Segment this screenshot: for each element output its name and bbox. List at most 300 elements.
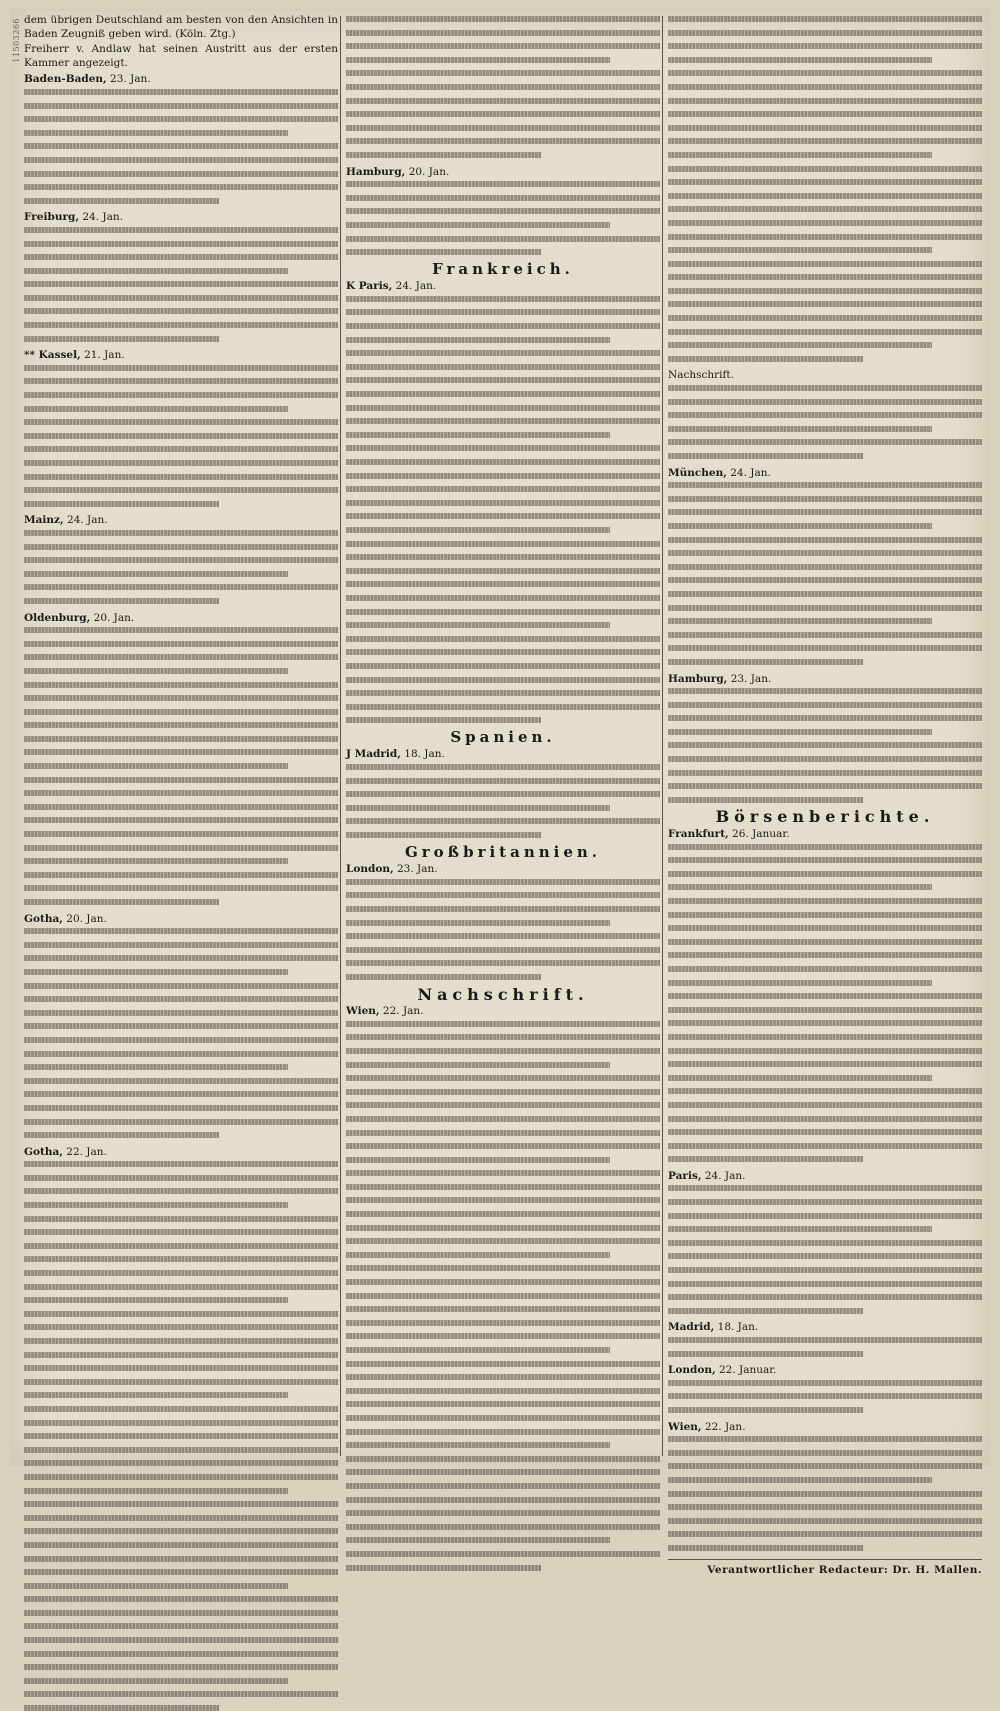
section-heading: Spanien. [450, 727, 556, 746]
text-line [668, 399, 982, 405]
text-line [346, 974, 541, 980]
text-line [24, 1338, 338, 1344]
text-line [668, 1308, 863, 1314]
text-line [346, 236, 660, 242]
text-line [346, 527, 610, 533]
text-line [668, 618, 932, 624]
text-line [668, 206, 982, 212]
text-line [668, 742, 982, 748]
text-line [346, 152, 541, 158]
text-line [668, 1545, 863, 1551]
text-lines [346, 296, 660, 723]
text-line [24, 365, 338, 371]
dateline-date: 23. Jan. [730, 672, 772, 685]
dispatch [668, 369, 982, 459]
dispatch [668, 467, 982, 665]
text-line [346, 111, 660, 117]
text-line [346, 350, 660, 356]
dispatch [668, 828, 982, 1162]
text-line [346, 1034, 660, 1040]
text-line [668, 1281, 982, 1287]
text-line [24, 1691, 338, 1697]
text-line [24, 1352, 338, 1358]
text-line [24, 241, 338, 247]
dateline-place: Freiburg, [24, 211, 79, 224]
dispatch [668, 1321, 982, 1356]
column-left [24, 14, 338, 1454]
text-line [24, 1406, 338, 1412]
text-line [346, 609, 660, 615]
text-line [346, 222, 610, 228]
dateline-place: Hamburg, [346, 165, 406, 178]
text-lines [346, 764, 660, 838]
text-paragraph [24, 14, 338, 41]
text-line [668, 884, 932, 890]
text-line [24, 1119, 338, 1125]
text-line [346, 1252, 610, 1258]
text-line [24, 157, 338, 163]
text-line [346, 16, 660, 22]
text-line [346, 1361, 660, 1367]
text-line [24, 268, 288, 274]
text-line [24, 584, 338, 590]
text-line [346, 1116, 660, 1122]
text-line [24, 336, 219, 342]
text-line [668, 426, 932, 432]
text-line [668, 152, 932, 158]
text-line [24, 1243, 338, 1249]
text-line [24, 996, 338, 1002]
column-right [668, 14, 982, 1576]
text-line [668, 797, 863, 803]
text-line [346, 30, 660, 36]
column-rule [662, 16, 663, 1456]
dispatch [346, 748, 660, 838]
text-line [24, 845, 338, 851]
text-line [346, 445, 660, 451]
text-line [346, 1197, 660, 1203]
text-line [668, 688, 982, 694]
text-lines [668, 1185, 982, 1313]
text-line [668, 496, 982, 502]
text-line [668, 591, 982, 597]
text-line [346, 1565, 541, 1571]
text-line [668, 1393, 982, 1399]
text-line [668, 1477, 932, 1483]
text-line [24, 831, 338, 837]
text-line [346, 1184, 660, 1190]
text-line [668, 1075, 932, 1081]
text-line [24, 322, 338, 328]
dateline-date: 18. Jan. [404, 748, 445, 761]
text-lines [668, 16, 982, 362]
text-line [346, 581, 660, 587]
editor-credit: Verantwortlicher Redacteur: Dr. H. Mallen. [668, 1559, 982, 1578]
text-line [668, 1116, 982, 1122]
text-line [24, 817, 338, 823]
text-line [668, 342, 932, 348]
paragraph-text: Freiherr v. Andlaw hat seinen Austritt aus der ersten Kammer angezeigt. [24, 43, 338, 69]
text-line [24, 116, 338, 122]
text-line [668, 57, 932, 63]
newspaper-page [10, 8, 990, 1576]
text-line [346, 125, 660, 131]
text-lines [668, 1436, 982, 1551]
text-line [346, 1279, 660, 1285]
text-line [24, 1175, 338, 1181]
text-line [24, 1637, 338, 1643]
text-line [346, 1143, 660, 1149]
dispatch [668, 673, 982, 803]
text-line [668, 138, 982, 144]
text-line [668, 925, 982, 931]
text-line [24, 1664, 338, 1670]
text-lines [668, 1337, 982, 1357]
dateline-place: Paris, [668, 1169, 702, 1182]
text-line [668, 1294, 982, 1300]
text-line [346, 459, 660, 465]
text-line [346, 377, 660, 383]
paragraph-text: dem übrigen Deutschland am besten von den Ansichten in Baden Zeugniß geben wird. (Köln. Ztg.) [24, 14, 338, 40]
text-line [24, 1023, 338, 1029]
text-lines [668, 844, 982, 1163]
text-line [24, 254, 338, 260]
text-line [24, 406, 288, 412]
dateline-date: 24. Jan. [67, 514, 108, 527]
text-line [668, 1102, 982, 1108]
text-line [24, 641, 338, 647]
dateline-date: 24. Jan. [704, 1169, 746, 1182]
text-line [668, 247, 932, 253]
text-line [24, 1132, 219, 1138]
text-line [346, 1415, 660, 1421]
dateline-place: K Paris, [346, 280, 393, 293]
text-line [24, 654, 338, 660]
text-line [24, 89, 338, 95]
text-line [346, 1388, 660, 1394]
text-line [668, 1199, 982, 1205]
text-line [668, 1351, 863, 1357]
dateline-date: 22. Januar. [719, 1364, 777, 1377]
text-line [668, 179, 982, 185]
text-line [24, 928, 338, 934]
text-line [346, 1537, 610, 1543]
text-line [24, 858, 288, 864]
text-line [346, 500, 660, 506]
text-line [668, 980, 932, 986]
text-line [346, 208, 660, 214]
text-line [668, 1518, 982, 1524]
text-line [24, 969, 288, 975]
dateline-date: 24. Jan. [730, 466, 771, 479]
dateline-place: Gotha, [24, 1145, 63, 1158]
text-line [346, 933, 660, 939]
text-line [24, 695, 338, 701]
text-line [24, 171, 338, 177]
text-line [346, 690, 660, 696]
text-line [668, 770, 982, 776]
text-line [346, 391, 660, 397]
text-line [24, 1392, 288, 1398]
text-line [668, 234, 982, 240]
text-line [24, 487, 338, 493]
dateline-place: ** Kassel, [24, 349, 81, 362]
text-line [346, 663, 660, 669]
dateline-date: 18. Jan. [717, 1321, 759, 1334]
text-line [346, 1469, 660, 1475]
text-line [668, 1436, 982, 1442]
text-line [24, 1623, 338, 1629]
text-line [346, 1089, 660, 1095]
text-line [24, 1161, 338, 1167]
dispatch [346, 280, 660, 723]
text-line [24, 1297, 288, 1303]
text-line [668, 1450, 982, 1456]
text-line [668, 1020, 982, 1026]
text-line [24, 763, 288, 769]
text-line [346, 1510, 660, 1516]
text-line [346, 764, 660, 770]
text-line [24, 1488, 288, 1494]
text-line [668, 356, 863, 362]
text-line [24, 571, 288, 577]
text-line [346, 1102, 660, 1108]
text-line [24, 1705, 219, 1711]
text-line [668, 1504, 982, 1510]
dateline-place: Madrid, [668, 1321, 715, 1334]
text-line [346, 364, 660, 370]
dateline-place: Mainz, [24, 514, 64, 527]
text-line [668, 783, 982, 789]
text-line [668, 1380, 982, 1386]
text-line [24, 501, 219, 507]
text-line [346, 892, 660, 898]
dateline-place: J Madrid, [346, 748, 401, 761]
text-line [346, 1442, 610, 1448]
text-line [668, 898, 982, 904]
text-lines [668, 385, 982, 459]
text-line [346, 1483, 660, 1489]
text-line [346, 778, 660, 784]
archive-shelfmark: 11503266 [12, 18, 21, 63]
text-line [346, 432, 610, 438]
text-line [346, 791, 660, 797]
text-line [668, 315, 982, 321]
dateline-date: 24. Jan. [82, 211, 123, 224]
text-line [346, 595, 660, 601]
text-line [346, 1293, 660, 1299]
text-line [668, 274, 982, 280]
dispatch [24, 913, 338, 1139]
text-line [24, 433, 338, 439]
text-line [346, 138, 660, 144]
text-lines [346, 16, 660, 158]
text-line [346, 1497, 660, 1503]
text-line [668, 1061, 982, 1067]
text-line [668, 482, 982, 488]
text-line [346, 337, 610, 343]
text-line [346, 1062, 610, 1068]
text-line [668, 43, 982, 49]
text-line [24, 1216, 338, 1222]
text-line [24, 1091, 338, 1097]
text-line [24, 460, 338, 466]
text-line [24, 1105, 338, 1111]
text-line [346, 677, 660, 683]
text-line [346, 1075, 660, 1081]
dispatch [346, 166, 660, 256]
text-line [668, 1185, 982, 1191]
text-lines [346, 181, 660, 255]
text-line [24, 1051, 338, 1057]
text-line [346, 1456, 660, 1462]
text-lines [24, 89, 338, 204]
text-line [24, 1270, 338, 1276]
text-paragraph [24, 43, 338, 70]
text-line [668, 912, 982, 918]
text-line [668, 261, 982, 267]
text-line [668, 702, 982, 708]
text-lines [24, 928, 338, 1138]
text-lines [24, 365, 338, 507]
paragraph-text: Nachschrift. [668, 369, 734, 382]
text-line [346, 1374, 660, 1380]
text-line [346, 1130, 660, 1136]
text-line [346, 1347, 610, 1353]
text-line [668, 1213, 982, 1219]
dispatch [24, 211, 338, 341]
text-line [346, 920, 610, 926]
text-line [668, 605, 982, 611]
text-line [668, 857, 982, 863]
text-line [668, 1048, 982, 1054]
text-line [24, 872, 338, 878]
text-line [24, 1324, 338, 1330]
text-line [668, 220, 982, 226]
dateline-date: 24. Jan. [395, 280, 437, 293]
text-line [24, 419, 338, 425]
text-line [346, 1306, 660, 1312]
text-line [346, 1265, 660, 1271]
text-line [24, 392, 338, 398]
text-line [346, 1225, 660, 1231]
text-line [668, 1463, 982, 1469]
text-line [346, 1429, 660, 1435]
text-line [24, 198, 219, 204]
text-line [346, 622, 610, 628]
text-line [668, 98, 982, 104]
text-line [24, 1256, 338, 1262]
text-line [24, 627, 338, 633]
text-line [668, 523, 932, 529]
section-heading: Großbritannien. [404, 842, 602, 861]
text-line [346, 43, 660, 49]
text-line [24, 143, 338, 149]
text-line [346, 296, 660, 302]
text-line [346, 805, 610, 811]
text-line [346, 1170, 660, 1176]
text-line [346, 1524, 660, 1530]
text-lines [24, 627, 338, 905]
text-line [668, 439, 982, 445]
text-line [346, 1238, 660, 1244]
text-line [346, 636, 660, 642]
text-line [668, 288, 982, 294]
text-lines [668, 1380, 982, 1413]
text-line [24, 1433, 338, 1439]
text-line [346, 649, 660, 655]
text-lines [24, 530, 338, 604]
text-line [346, 1021, 660, 1027]
text-lines [24, 227, 338, 342]
text-line [346, 541, 660, 547]
dateline-place: München, [668, 466, 727, 479]
text-line [24, 281, 338, 287]
text-line [24, 1596, 338, 1602]
text-line [346, 181, 660, 187]
text-line [346, 717, 541, 723]
dispatch [24, 73, 338, 203]
text-line [346, 704, 660, 710]
dateline-place: Frankfurt, [668, 828, 729, 841]
text-line [24, 1556, 338, 1562]
column-middle [346, 14, 660, 1454]
dispatch [24, 349, 338, 507]
dateline-date: 20. Jan. [408, 165, 450, 178]
text-line [668, 125, 982, 131]
text-line [24, 227, 338, 233]
dateline-date: 22. Jan. [66, 1145, 107, 1158]
text-line [346, 98, 660, 104]
text-line [346, 1048, 660, 1054]
text-line [668, 193, 982, 199]
dateline-place: Gotha, [24, 912, 63, 925]
dispatch [346, 863, 660, 980]
text-line [668, 1337, 982, 1343]
dateline-place: Baden-Baden, [24, 73, 107, 86]
text-line [24, 544, 338, 550]
text-line [24, 1365, 338, 1371]
text-line [668, 756, 982, 762]
text-line [346, 906, 660, 912]
text-line [24, 1078, 338, 1084]
text-line [668, 659, 863, 665]
text-line [668, 1143, 982, 1149]
text-line [346, 195, 660, 201]
text-line [346, 960, 660, 966]
text-line [668, 453, 863, 459]
text-line [346, 57, 610, 63]
text-line [346, 323, 660, 329]
text-line [668, 70, 982, 76]
text-line [668, 1531, 982, 1537]
dispatch [24, 514, 338, 604]
text-line [346, 879, 660, 885]
dateline-date: 20. Jan. [66, 912, 107, 925]
text-line [668, 1156, 863, 1162]
text-line [24, 308, 338, 314]
text-line [668, 412, 982, 418]
text-line [24, 446, 338, 452]
text-line [668, 966, 982, 972]
text-line [668, 1407, 863, 1413]
text-lines [346, 1021, 660, 1571]
text-line [668, 16, 982, 22]
text-line [24, 1311, 338, 1317]
text-line [24, 1064, 288, 1070]
text-line [668, 1226, 932, 1232]
text-line [346, 513, 660, 519]
